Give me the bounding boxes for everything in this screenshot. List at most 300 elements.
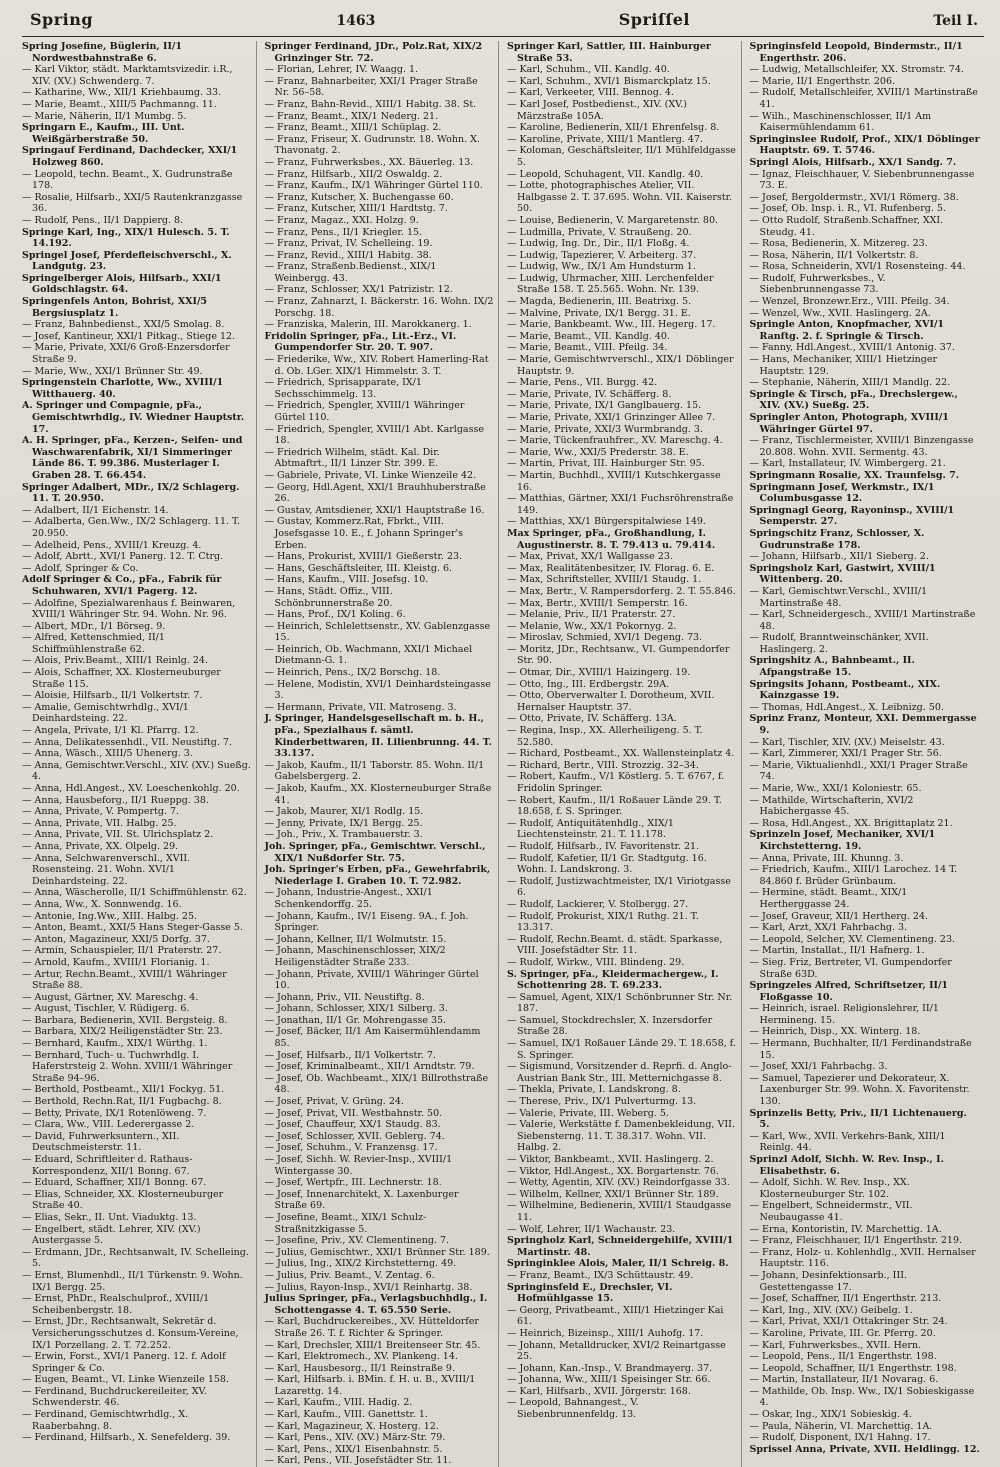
directory-entry: — Heinrich, Pens., IX/2 Borschg. 18. [264, 667, 441, 679]
directory-entry: — Elias, Sekr., II. Unt. Viaduktg. 13. [22, 1211, 197, 1223]
directory-entry: — Max, Bertr., V. Rampersdorferg. 2. T. 55.846. [507, 585, 736, 597]
directory-entry: Springinsfeld Leopold, Bindermstr., II/1 Engerthstr. 206. [749, 41, 963, 64]
directory-entry: — Bernhard, Tuch- u. Tuchwrhdlg. I. Haferstrsteig 2. Wohn. XVIII/1 Währinger Straße 94–96. [22, 1049, 233, 1084]
directory-entry: S. Springer, pFa., Kleidermachergew., I. Schottenring 28. T. 69.233. [507, 968, 719, 992]
directory-entry: Springl Alois, Hilfsarb., XX/1 Sandg. 7. [749, 156, 957, 168]
directory-entry: — Leopold, Schuhagent, VII. Kandlg. 40. [507, 168, 704, 180]
directory-entry: — Johann, Hilfsarb., XII/1 Sieberg. 2. [749, 551, 929, 563]
directory-entry: — Johann, Schlosser, XIX/1 Silberg. 3. [264, 1003, 448, 1015]
directory-entry: — Elias, Schneider, XX. Klosterneuburger Straße 40. [22, 1188, 224, 1212]
directory-entry: Springle & Tirsch, pFa., Drechslergew., XIV. (XV.) Sueßg. 25. [749, 388, 958, 412]
directory-entry: Springer Adalbert, MDr., IX/2 Schlagerg. 11. T. 20.950. [22, 481, 240, 505]
directory-entry: Springmann Josef, Werkmstr., IX/1 Columbusgasse 12. [749, 481, 935, 505]
directory-entry: — Anton, Beamt., XXI/5 Hans Steger-Gasse 5. [22, 922, 243, 934]
directory-entry: — Otto, Ing., III. Erdbergstr. 29A. [507, 678, 670, 690]
directory-entry: — Marie, Private, XXI/3 Wurmbrandg. 3. [507, 423, 703, 435]
directory-entry: Springenfels Anton, Bohrist, XXI/5 Bergsiusplatz 1. [22, 296, 208, 319]
directory-entry: — Johann, Maschinenschlosser, XIX/2 Heiligenstädter Straße 233. [264, 945, 446, 968]
directory-entry: — Oskar, Ing., XIX/1 Sobieskig. 4. [749, 1409, 913, 1421]
directory-entry: — Josef, Wertpfr., III. Lechnerstr. 18. [264, 1177, 442, 1189]
directory-entry: — Marie, Private, IX/1 Ganglbauerg. 15. [507, 400, 702, 412]
directory-entry: — Joh., Priv., X. Trambauerstr. 3. [264, 829, 423, 841]
directory-entry: Adolf Springer & Co., pFa., Fabrik für Schuhwaren, XVI/1 Pagerg. 12. [22, 574, 222, 597]
directory-entry: — Franz, Beamt., IX/3 Schüttaustr. 49. [507, 1269, 694, 1281]
directory-entry: — Friederike, Ww., XIV. Robert Hamerling-Rat d. Ob. LGer. XIX/1 Himmelstr. 3. T. [264, 354, 489, 377]
directory-entry: — Lotte, photographisches Atelier, VII. Halbgasse 2. T. 37.695. Wohn. VII. Kaiserstr. 50. [507, 180, 733, 215]
directory-entry: Springler Anton, Photograph, XVIII/1 Währinger Gürtel 97. [749, 412, 949, 435]
directory-entry: Springzeles Alfred, Schriftsetzer, II/1 Floßgasse 10. [749, 980, 949, 1003]
directory-entry: — Karl, Buchdruckereibes., XV. Hütteldorfer Straße 26. T. f. Richter & Springer. [264, 1316, 479, 1339]
directory-entry: — Karl, Privat, XXI/1 Ottakringer Str. 24. [749, 1316, 948, 1328]
directory-entry: Springel Josef, Pferdefleischverschl., X. Landgutg. 23. [22, 249, 232, 273]
directory-entry: — Paula, Näherin, VI. Marchettig. 1A. [749, 1420, 933, 1432]
directory-entry: — Rosa, Schneiderin, XVI/1 Rosensteing. 44. [749, 261, 966, 273]
directory-entry: — Franz, Kaufm., IX/1 Währinger Gürtel 110. [264, 180, 483, 192]
directory-entry: — Rudolf, Rechn.Beamt. d. städt. Sparkasse, VIII. Josefstädter Str. 11. [507, 933, 723, 957]
directory-entry: — Heinrich, israel. Religionslehrer, II/1 Hermineng. 15. [749, 1003, 939, 1026]
directory-entry: — Ferdinand, Gemischtwrhdlg., X. Raaberbahng. 8. [22, 1409, 189, 1432]
directory-entry: Fridolin Springer, pFa., Lit.-Erz., VI. Gumpendorfer Str. 20. T. 907. [264, 330, 457, 354]
directory-entry: — Valerie, Werkstätte f. Damenbekleidung, VII. Siebensterng. 11. T. 38.317. Wohn. VII. Halbg. 2. [507, 1119, 735, 1154]
column-3 [507, 41, 742, 1467]
directory-entry: — Franz, Magaz., XXI. Holzg. 9. [264, 214, 419, 226]
directory-entry: — Rosa, Näherin, II/1 Volkertstr. 8. [749, 249, 919, 261]
directory-entry: — Eduard, Schriftleiter d. Rathaus-Korrespondenz, XII/1 Bonng. 67. [22, 1154, 193, 1177]
directory-entry: Springinklee Alois, Maler, II/1 Schreig. 8. [507, 1258, 729, 1270]
directory-entry: — Josef, Privat, V. Grüng. 24. [264, 1096, 404, 1108]
directory-entry: — Otmar, Dir., XVIII/1 Haizingerg. 19. [507, 667, 691, 679]
directory-entry: Spring Josefine, Büglerin, II/1 Nordwestbahnstraße 6. [22, 41, 183, 64]
directory-entry: — Karl, Fuhrwerksbes., XVII. Hern. [749, 1339, 922, 1351]
directory-entry: — Karl, Pens., XIV. (XV.) März-Str. 79. [264, 1432, 446, 1444]
directory-entry: — Ferdinand, Hilfsarb., X. Senefelderg. 39. [22, 1432, 231, 1444]
directory-entry: Springauf Ferdinand, Dachdecker, XXI/1 Holzweg 860. [22, 145, 238, 168]
directory-columns [22, 41, 984, 1467]
directory-entry: Springnagl Georg, Rayoninsp., XVIII/1 Semperstr. 27. [749, 504, 955, 528]
directory-entry: — Anna, Private, V. Pompertg. 7. [22, 806, 180, 818]
directory-entry: — Johann, Desinfektionsarb., III. Gestettengasse 17. [749, 1269, 907, 1293]
directory-entry: — Franz, Kutscher, X. Buchengasse 60. [264, 191, 454, 203]
directory-entry: Springsholz Karl, Gastwirt, XVIII/1 Wittenberg. 20. [749, 562, 936, 586]
directory-entry: — Julius, Priv. Beamt., V. Zentag. 6. [264, 1269, 435, 1281]
directory-entry: — Betty, Private, IX/1 Rotenlöweng. 7. [22, 1107, 207, 1119]
directory-entry: — Armin, Schauspieler, II/1 Praterstr. 27. [22, 945, 222, 957]
directory-entry: — August, Gärtner, XV. Mareschg. 4. [22, 991, 199, 1003]
directory-entry: — Ludwig, Ing. Dr., Dir., II/1 Floßg. 4. [507, 238, 690, 250]
directory-entry: — Alfred, Kettenschmied, II/1 Schiffmühlenstraße 62. [22, 632, 165, 655]
directory-entry: — Karl, Magazineur, X. Hosterg. 12. [264, 1420, 439, 1432]
directory-entry: — Josefine, Priv., XV. Clementineng. 7. [264, 1235, 450, 1247]
directory-entry: — Wilhelmine, Bedienerin, XVIII/1 Staudgasse 11. [507, 1200, 732, 1223]
directory-entry: — Rudolf, Wirkw., VIII. Blindeng. 29. [507, 956, 685, 968]
directory-entry: — Marie, Gemischtwrverschl., XIX/1 Döblinger Hauptstr. 9. [507, 354, 734, 377]
directory-entry: — Ludwig, Ww., IX/1 Am Hundsturm 1. [507, 261, 696, 273]
directory-entry: Springelberger Alois, Hilfsarb., XXI/1 Goldschlagstr. 64. [22, 272, 222, 296]
directory-entry: — Artur, Rechn.Beamt., XVIII/1 Währinger Straße 88. [22, 968, 227, 992]
directory-entry: — Ludwig, Uhrmacher, XIII. Lerchenfelder Straße 158. T. 25.565. Wohn. Nr. 139. [507, 272, 714, 296]
directory-entry: — Albert, MDr., I/1 Börseg. 9. [22, 620, 166, 632]
directory-entry: — Franz, Friseur, X. Gudrunstr. 18. Wohn. X. Thavonatg. 2. [264, 133, 480, 157]
directory-entry: — Anna, Selchwarenverschl., XVII. Rosensteing. 21. Wohn. XVI/1 Deinhardsteing. 22. [22, 852, 191, 887]
directory-entry: — Hans, Prokurist, XVIII/1 Gießerstr. 23. [264, 551, 463, 563]
directory-entry: — David, Fuhrwerksuntern., XII. Deutschmeisterstr. 11. [22, 1130, 180, 1154]
directory-entry: — Ignaz, Fleischhauer, V. Siebenbrunnengasse 73. E. [749, 168, 975, 192]
directory-entry: — Friedrich Wilhelm, städt. Kal. Dir. Abtmaftrt., II/1 Linzer Str. 399. E. [264, 446, 440, 470]
directory-entry: Sprinzelis Betty, Priv., II/1 Lichtenauerg. 5. [749, 1107, 967, 1131]
directory-entry: — Franz, Hilfsarb., XII/2 Oswaldg. 2. [264, 168, 443, 180]
directory-entry: — Ludmilla, Private, V. Straußeng. 20. [507, 226, 692, 238]
directory-entry: — Fanny, Hdl.Angest., XVIII/1 Antonig. 37. [749, 342, 955, 354]
directory-entry: Sprinzeln Josef, Mechaniker, XVI/1 Kirchstetterng. 19. [749, 829, 936, 852]
directory-entry: — Josef, Chauffeur, XX/1 Staudg. 83. [264, 1119, 441, 1131]
column-1 [22, 41, 257, 1467]
directory-entry: — Erna, Kontoristin, IV. Marchettig. 1A. [749, 1223, 942, 1235]
directory-entry: — Leopold, techn. Beamt., X. Gudrunstraße 178. [22, 168, 233, 192]
directory-entry: Sprinzl Adolf, Sichh. W. Rev. Insp., I. Elisabethstr. 6. [749, 1154, 944, 1177]
directory-entry: — Karl, Pens., XIX/1 Eisenbahnstr. 5. [264, 1443, 443, 1455]
directory-entry: — Heinrich, Disp., XX. Winterg. 18. [749, 1026, 921, 1038]
directory-entry: — Jenny, Private, IX/1 Bergg. 25. [264, 817, 423, 829]
directory-entry: — Franz, Bahnarbeiter, XXI/1 Prager Straße Nr. 56–58. [264, 75, 478, 99]
directory-entry: Springinsfeld E., Drechsler, VI. Hofmühlgasse 15. [507, 1281, 673, 1305]
directory-entry: — Robert, Kaufm., II/1 Roßauer Lände 29. T. 18.658, f. S. Springer. [507, 794, 722, 818]
directory-entry: — Max, Bertr., XVIII/1 Semperstr. 16. [507, 597, 688, 609]
directory-entry: Springholz Karl, Schneidergehilfe, XVIII/1 Martinstr. 48. [507, 1235, 734, 1258]
directory-entry: — Karl, Ing., XIV. (XV.) Geibelg. 1. [749, 1304, 913, 1316]
directory-entry: — Martin, Installat., II/1 Hafnerg. 1. [749, 945, 925, 957]
directory-entry: — Anna, Gemischtwr.Verschl., XIV. (XV.) Sueßg. 4. [22, 759, 251, 783]
directory-entry: — Barbara, XIX/2 Heiligenstädter Str. 23. [22, 1026, 223, 1038]
directory-entry: — Friedrich, Sprisapparate, IX/1 Sechsschimmelg. 13. [264, 377, 422, 400]
directory-entry: — Wenzel, Bronzewr.Erz., VIII. Pfeilg. 34. [749, 296, 950, 308]
directory-entry: — Adolf, Abrtt., XVI/1 Panerg. 12. T. Ctrg. [22, 551, 224, 563]
directory-entry: — Josef, Schaffner, II/1 Engerthstr. 213. [749, 1293, 942, 1305]
directory-entry: — Adalbert, II/1 Eichenstr. 14. [22, 504, 169, 516]
directory-entry: — Wilh., Maschinenschlosser, II/1 Am Kaisermühlendamm 61. [749, 110, 932, 134]
directory-entry: — Rudolf, Justizwachtmeister, IX/1 Viriotgasse 6. [507, 875, 731, 899]
directory-entry: — Ernst, Blumenhdl., II/1 Türkenstr. 9. Wohn. IX/1 Bergg. 25. [22, 1269, 243, 1293]
directory-entry: Springshitz A., Bahnbeamt., II. Afpangstraße 15. [749, 655, 915, 679]
directory-entry: — Marie, II/1 Engerthstr. 206. [749, 75, 896, 87]
directory-entry: — Georg, Hdl.Agent, XXI/1 Brauhhuberstraße 26. [264, 481, 486, 505]
directory-entry: — Josef, Bergoldermstr., XVI/1 Römerg. 38. [749, 191, 959, 203]
directory-entry: — Leopold, Schaffner, II/1 Engerthstr. 198. [749, 1362, 957, 1374]
directory-entry: — Max, Privat, XX/1 Wallgasse 23. [507, 551, 673, 563]
directory-entry: — Karl, Installateur, IV. Wimbergerg. 21. [749, 458, 946, 470]
directory-entry: Springle Anton, Knopfmacher, XVI/1 Ranftg. 2. f. Springle & Tirsch. [749, 319, 945, 342]
directory-entry: — Max, Schriftsteller, XVIII/1 Staudg. 1. [507, 574, 702, 586]
directory-entry: — Karl, Hausbesorg., II/1 Reinstraße 9. [264, 1362, 455, 1374]
directory-entry: — Heinrich, Bizeinsp., XIII/1 Auhofg. 17. [507, 1327, 704, 1339]
directory-entry: — Anna, Wäscherolle, II/1 Schiffmühlenstr. 62. [22, 887, 247, 899]
directory-entry: — Rudolf, Kafetier, II/1 Gr. Stadtgutg. 16. Wohn. I. Landskrong. 3. [507, 852, 707, 876]
directory-entry: — Otto, Private, IV. Schäfferg. 13A. [507, 713, 677, 725]
directory-entry: — Johann, Industrie-Angest., XXI/1 Schenkendorffg. 25. [264, 887, 433, 910]
directory-entry: Springenstein Charlotte, Ww., XVIII/1 Witthauerg. 40. [22, 377, 224, 400]
directory-entry: — Anton, Magazineur, XXI/5 Dorfg. 37. [22, 933, 210, 945]
directory-entry: — Mathilde, Ob. Insp. Ww., IX/1 Sobieskigasse 4. [749, 1385, 975, 1409]
column-2 [265, 41, 500, 1467]
directory-entry: — Karl, Tischler, XIV. (XV.) Meiselstr. 43. [749, 736, 945, 748]
directory-entry: — Josefine, Beamt., XIX/1 Schulz-Straßnitzkigasse 5. [264, 1211, 427, 1235]
directory-entry: — Therese, Priv., IX/1 Pulverturmg. 13. [507, 1096, 697, 1108]
directory-entry: — Johann, Priv., VII. Neustiftg. 8. [264, 991, 425, 1003]
directory-entry: — Hermine, städt. Beamt., XIX/1 Hertherggasse 24. [749, 887, 908, 910]
directory-entry: — Friedrich, Spengler, XVIII/1 Währinger Gürtel 110. [264, 400, 465, 423]
directory-entry: — Josef, Graveur, XII/1 Hertherg. 24. [749, 910, 929, 922]
directory-entry: — Arnold, Kaufm., XVIII/1 Florianig. 1. [22, 956, 210, 968]
directory-entry: — Rudolf, Prokurist, XIX/1 Ruthg. 21. T. 13.317. [507, 910, 699, 934]
directory-entry: — Adelheid, Pens., XVIII/1 Kreuzg. 4. [22, 539, 202, 551]
directory-entry: — Friedrich, Spengler, XVIII/1 Abt. Karlgasse 18. [264, 423, 484, 447]
directory-entry: — Moritz, JDr., Rechtsanw., VI. Gumpendorfer Str. 90. [507, 643, 730, 667]
directory-entry: — Richard, Bertr., VIII. Strozzig. 32–34. [507, 759, 699, 771]
directory-entry: — Karoline, Bedienerin, XII/1 Ehrenfelsg. 8. [507, 122, 720, 134]
directory-entry: — Julius, Gemischtwr., XXI/1 Brünner Str. 189. [264, 1246, 490, 1258]
directory-entry: — Franz, Beamt., XIX/1 Nederg. 21. [264, 110, 439, 122]
directory-entry: — Karl, Hilfsarb. i. BMin. f. H. u. B., XVIII/1 Lazarettg. 14. [264, 1374, 476, 1397]
directory-entry: — Marie, Viktualienhdl., XXI/1 Prager Straße 74. [749, 759, 968, 783]
directory-entry: — Eugen, Beamt., VI. Linke Wienzeile 158. [22, 1374, 229, 1386]
directory-entry: — Melanie, Priv., II/1 Praterstr. 27. [507, 609, 676, 621]
directory-entry: — Adolf, Sichh. W. Rev. Insp., XX. Klosterneuburger Str. 102. [749, 1177, 910, 1200]
directory-entry: — Franz, Pens., II/1 Kriegler. 15. [264, 226, 423, 238]
directory-entry: — Anna, Ww., X. Sonnwendg. 16. [22, 898, 182, 910]
directory-entry: — Karl, Verkeeter, VIII. Bennog. 4. [507, 87, 674, 99]
directory-entry: Max Springer, pFa., Großhandlung, I. Augustinerstr. 8. T. 79.413 u. 79.414. [507, 527, 716, 551]
directory-entry: — Valerie, Private, III. Weberg. 5. [507, 1107, 669, 1119]
directory-entry: — Adolfine, Spezialwarenhaus f. Beinwaren, XVIII/1 Währinger Str. 94. Wohn. Nr. 96. [22, 597, 236, 621]
directory-entry: — Katharine, Ww., XII/1 Kriehbaumg. 33. [22, 87, 222, 99]
directory-entry: — Karl, Arzt, XX/1 Fahrbachg. 3. [749, 922, 908, 934]
directory-entry: Springe Karl, Ing., XIX/1 Hulesch. 5. T. 14.192. [22, 226, 230, 250]
directory-entry: — Ferdinand, Buchdruckereileiter, XV. Schwenderstr. 46. [22, 1385, 207, 1409]
directory-entry: — Karl, Kaufm., VIII. Hadig. 2. [264, 1397, 413, 1409]
directory-entry: — Berthold, Rechn.Rat, II/1 Fugbachg. 8. [22, 1096, 222, 1108]
directory-entry: — Anna, Hausbeforg., II/1 Rueppg. 38. [22, 794, 209, 806]
directory-entry: — Josef, Privat, VII. Westbahnstr. 50. [264, 1107, 443, 1119]
directory-entry: — Ernst, PhDr., Realschulprof., XVIII/1 Scheibenbergstr. 18. [22, 1293, 210, 1316]
directory-entry: — Marie, Private, XXI/1 Grinzinger Allee 7. [507, 412, 716, 423]
directory-entry: — Samuel, Agent, XIX/1 Schönbrunner Str. Nr. 187. [507, 991, 733, 1015]
directory-entry: — Karl, Schuhm., XVI/1 Bismarckplatz 15. [507, 75, 711, 87]
directory-entry: — Aloisie, Hilfsarb., II/1 Volkertstr. 7. [22, 690, 203, 702]
directory-entry: — Marie, Ww., XXI/1 Brünner Str. 49. [22, 365, 203, 377]
directory-entry: — Franz, Schlosser, XX/1 Patrizistr. 12. [264, 284, 453, 296]
directory-entry: — Rudolf, Antiquitätenhdlg., XIX/1 Liechtensteinstr. 21. T. 11.178. [507, 817, 674, 841]
directory-entry: — Marie, Ww., XXI/5 Prederstr. 38. E. [507, 446, 689, 458]
directory-entry: — Engelbert, städt. Lehrer, XIV. (XV.) Austergasse 5. [22, 1223, 201, 1247]
directory-entry: — Eduard, Schaffner, XII/1 Bonng. 67. [22, 1177, 207, 1189]
directory-entry: — Anna, Private, XX. Olpelg. 29. [22, 840, 179, 852]
directory-entry: — Ludwig, Metallschleifer, XX. Stromstr. 74. [749, 64, 964, 76]
directory-entry: — Amalie, Gemischtwrhdlg., XVI/1 Deinhardsteing. 22. [22, 701, 189, 725]
directory-entry: — Marie, Bankbeamt. Ww., III. Hegerg. 17. [507, 319, 716, 331]
directory-entry: — Jakob, Kaufm., XX. Klosterneuburger Straße 41. [264, 783, 492, 806]
directory-entry: — Franz, Bahn-Revid., XIII/1 Habitg. 38. St. [264, 98, 477, 110]
directory-entry: — Anna, Private, III. Khunng. 3. [749, 852, 904, 864]
page-header [22, 10, 984, 37]
directory-entry: — Karl Josef, Postbedienst., XIV. (XV.) Märzstraße 105A. [507, 98, 688, 122]
directory-entry: — Helene, Modistin, XVI/1 Deinhardsteingasse 3. [264, 678, 491, 702]
directory-entry: — Karoline, Private, III. Gr. Pferrg. 20. [749, 1327, 936, 1339]
directory-entry: — Marie, Ww., XXI/1 Koloniestr. 65. [749, 783, 922, 794]
directory-entry: — Thomas, Hdl.Angest., X. Leibnizg. 50. [749, 701, 944, 713]
directory-entry: — Karl, Schuhm., VII. Kandlg. 40. [507, 64, 670, 76]
directory-entry: — Johann, Kan.-Insp., V. Brandmayerg. 37. [507, 1362, 713, 1374]
directory-entry: — Friedrich, Kaufm., XIII/1 Larochez. 14 T. 84.860 f. Brüder Grünbaum. [749, 864, 958, 887]
directory-entry: — Franz, Bahnbedienst., XXI/5 Smolag. 8. [22, 319, 225, 331]
directory-entry: — Wetty, Agentin, XIV. (XV.) Reindorfgasse 33. [507, 1177, 730, 1189]
directory-entry: — Martin, Buchhdl., XVIII/1 Kutschkergasse 16. [507, 469, 721, 493]
directory-entry: — Rosalie, Hilfsarb., XXI/5 Rautenkranzgasse 36. [22, 191, 243, 215]
directory-entry: Springsits Johann, Postbeamt., XIX. Kainzgasse 19. [749, 678, 941, 702]
directory-entry: Springmann Rosalie, XX. Traunfelsg. 7. [749, 469, 960, 481]
directory-entry: — Anna, Private, VII. Halbg. 25. [22, 817, 177, 829]
directory-entry: — Alois, Schaffner, XX. Klosterneuburger Straße 115. [22, 667, 221, 690]
directory-entry: — Johanna, Ww., XIII/1 Speisinger Str. 66. [507, 1374, 711, 1386]
directory-entry: — Karl, Gemischtwr.Verschl., XVIII/1 Martinstraße 48. [749, 585, 928, 609]
directory-entry: — Leopold, Bahnangest., V. Siebenbrunnenfeldg. 13. [507, 1397, 639, 1421]
directory-entry: — Sieg. Friz, Bertreter, VI. Gumpendorfer Straße 63D. [749, 956, 952, 980]
directory-entry: — Anna, Wäsch., XIII/5 Uhenerg. 3. [22, 748, 193, 760]
directory-entry: — Hermann, Private, VII. Matroseng. 3. [264, 701, 457, 713]
directory-entry: — Franz, Beamt., XIII/1 Schüplag. 2. [264, 122, 442, 134]
directory-entry: — Leopold, Selcher, XV. Clementineng. 23. [749, 933, 956, 945]
directory-entry: — Martin, Installateur, II/1 Novarag. 6. [749, 1374, 939, 1386]
directory-entry: — Bernhard, Kaufm., XIX/1 Würthg. 1. [22, 1038, 208, 1050]
directory-entry: — Hans, Städt. Offiz., VIII. Schönbrunnerstraße 20. [264, 585, 393, 609]
directory-entry: — Wilhelm, Kellner, XXI/1 Brünner Str. 189. [507, 1188, 719, 1200]
directory-entry: — Josef, Sichh. W. Revier-Insp., XVIII/1 Wintergasse 30. [264, 1154, 453, 1177]
directory-entry: — Adalberta, Gen.Ww., IX/2 Schlagerg. 11. T. 20.950. [22, 516, 240, 539]
directory-entry: — Adolf, Springer & Co. [22, 562, 139, 574]
directory-entry: — Marie, Tückenfrauhfrer., XV. Mareschg. 4. [507, 435, 723, 447]
directory-entry: — Marie, Pens., VII. Burgg. 42. [507, 377, 658, 389]
directory-entry: — Rudolf, Lackierer, V. Stolbergg. 27. [507, 898, 689, 910]
directory-entry: — Rudolf, Disponent, IX/1 Hahng. 17. [749, 1432, 931, 1444]
directory-entry: — Franz, Fleischhauer, II/1 Engerthstr. 219. [749, 1235, 963, 1247]
directory-entry: A. H. Springer, pFa., Kerzen-, Seifen- und Waschwarenfabrik, XI/1 Simmeringer Lände 86. T. 99.386. Musterlager I. Graben 28. T. 66.454. [22, 435, 243, 481]
directory-entry: — Marie, Beamt., VIII. Pfeilg. 34. [507, 342, 668, 354]
directory-entry: — Marie, Private, IV. Schäfferg. 8. [507, 388, 672, 400]
directory-entry: — Franz, Zahnarzt, I. Bäckerstr. 16. Wohn. IX/2 Porschg. 18. [264, 296, 494, 319]
directory-entry: — Rudolf, Fuhrwerksbes., V. Siebenbrunnengasse 73. [749, 272, 886, 296]
directory-entry: — Karl, Pens., VII. Josefstädter Str. 11. [264, 1455, 452, 1467]
directory-entry: — Regina, Insp., XX. Allerheiligeng. 5. T. 52.580. [507, 725, 703, 748]
directory-entry: — Johann, Kellner, II/1 Wolmutstr. 15. [264, 933, 447, 945]
directory-entry: — Engelbert, Schneidermstr., VII. Neubaugasse 41. [749, 1200, 913, 1223]
header-right-word: Spriſſel [618, 10, 690, 29]
directory-entry: — Marie, Beamt., XIII/5 Pachmanng. 11. [22, 98, 217, 110]
directory-entry: — Heinrich, Ob. Wachmann, XXI/1 Michael Dietmann-G. 1. [264, 643, 473, 667]
directory-entry: Springer Karl, Sattler, III. Hainburger Straße 53. [507, 41, 711, 64]
directory-entry: — Rudolf, Branntweinschänker, XVII. Haslingerg. 2. [749, 632, 929, 655]
page-number: 1463 [336, 13, 376, 29]
directory-entry: — Karl, Elektromech., XV. Plankeng. 14. [264, 1351, 458, 1363]
directory-entry: — Richard, Postbeamt., XX. Wallensteinplatz 4. [507, 748, 735, 760]
directory-entry: — Rudolf, Hilfsarb., IV. Favoritenstr. 21. [507, 840, 700, 852]
directory-entry: — Josef, Innenarchitekt, X. Laxenburger Straße 69. [264, 1188, 459, 1212]
directory-entry: Springarn E., Kaufm., III. Unt. Weißgärberstraße 50. [22, 122, 185, 145]
directory-entry: Springschitz Franz, Schlosser, X. Gudrunstraße 178. [749, 527, 925, 551]
directory-entry: — Franz, Straßenb.Bedienst., XIX/1 Weinbergg. 43. [264, 261, 437, 284]
directory-entry: — Franz, Tischlermeister, XVIII/1 Binzengasse 20.808. Wohn. XVII. Sermentg. 43. [749, 435, 974, 458]
directory-entry: — Franziska, Malerin, III. Marokkanerg. 1. [264, 319, 472, 331]
directory-entry: J. Springer, Handelsgesellschaft m. b. H., pFa., Spezialhaus f. sämtl. Kinderbettwaren, II. Lilienbrunng. 44. T. 33.137. [264, 713, 492, 760]
directory-entry: — Josef, Kantineur, XXI/1 Pitkag., Stiege 12. [22, 330, 236, 342]
directory-entry: — Rudolf, Metallschleifer, XVIII/1 Martinstraße 41. [749, 87, 978, 110]
directory-entry: — Karoline, Private, XIII/1 Mantlerg. 47. [507, 133, 703, 145]
directory-entry: Joh. Springer, pFa., Gemischtwr. Verschl., XIX/1 Nußdorfer Str. 75. [264, 840, 486, 864]
part-label: Teil I. [933, 13, 978, 29]
directory-entry: — Leopold, Pens., II/1 Engerthstr. 198. [749, 1351, 937, 1363]
directory-entry: — Viktor, Hdl.Angest., XX. Borgartenstr. 76. [507, 1165, 719, 1177]
directory-entry: — Samuel, Stockdrechsler, X. Inzersdorfer Straße 28. [507, 1014, 713, 1038]
directory-entry: — Jonathan, II/1 Gr. Mohrengasse 35. [264, 1014, 447, 1026]
directory-entry: — Samuel, IX/1 Roßauer Lände 29. T. 18.658, f. S. Springer. [507, 1038, 736, 1061]
directory-entry: Julius Springer, pFa., Verlagsbuchhdlg., I. Schottengasse 4. T. 65.550 Serie. [264, 1293, 488, 1316]
directory-entry: — Max, Realitätenbesitzer, IV. Florag. 6. E. [507, 562, 715, 574]
directory-entry: — Marie, Näherin, II/1 Mumbg. 5. [22, 110, 187, 122]
directory-entry: Joh. Springer's Erben, pFa., Gewehrfabrik, Niederlage I. Graben 10. T. 72.982. [264, 864, 491, 887]
directory-entry: — Matthias, Gärtner, XXI/1 Fuchsröhrenstraße 149. [507, 493, 734, 516]
directory-entry: — Hermann, Buchhalter, II/1 Ferdinandstraße 15. [749, 1038, 972, 1061]
directory-entry: — Julius, Ing., XIX/2 Kirchstetterng. 49. [264, 1258, 457, 1270]
directory-entry: — Melanie, Ww., XX/1 Pokornyg. 2. [507, 620, 677, 632]
directory-entry: Sprissel Anna, Private, XVII. Heldlingg. 12. [749, 1443, 980, 1455]
directory-entry: — Matthias, XX/1 Bürgerspitalwiese 149. [507, 516, 706, 528]
directory-entry: — Otto Rudolf, Straßenb.Schaffner, XXI. Steudg. 41. [749, 214, 944, 238]
directory-entry: — Josef, Ob. Wachbeamt., XIX/1 Billrothstraße 48. [264, 1072, 489, 1096]
directory-entry: — Magda, Bedienerin, III. Beatrixg. 5. [507, 296, 692, 308]
directory-entry: — Franz, Revid., XIII/1 Habitg. 38. [264, 249, 432, 261]
directory-entry: — Gustav, Kommerz.Rat, Fbrkt., VIII. Josefsgasse 10. E., f. Johann Springer's Erben. [264, 516, 463, 551]
directory-entry: — Marie, Beamt., VII. Kandlg. 40. [507, 330, 670, 342]
directory-entry: — Stephanie, Näherin, XIII/1 Mandlg. 22. [749, 377, 951, 389]
directory-entry: — Erwin, Forst., XVI/1 Panerg. 12. f. Adolf Springer & Co. [22, 1351, 226, 1374]
directory-entry: — Clara, Ww., VIII. Lederergasse 2. [22, 1119, 195, 1131]
directory-entry: — Ernst, JDr., Rechtsanwalt, Sekretär d. Versicherungsschutzes d. Konsum-Vereine, IX/1 Porzellang. 2. T. 72.252. [22, 1316, 239, 1351]
directory-entry: — Josef, Ob. Insp. i. R., VI. Rufenberg. 5. [749, 203, 946, 215]
directory-entry: — Hans, Geschäftsleiter, III. Kleistg. 6. [264, 562, 453, 574]
directory-entry: — Mathilde, Wirtschafterin, XVI/2 Habichergasse 45. [749, 794, 914, 818]
directory-entry: — Karl, Schneidergesch., XVIII/1 Martinstraße 48. [749, 609, 976, 632]
directory-entry: — Karl, Zimmerer, XXI/1 Prager Str. 56. [749, 748, 942, 760]
directory-entry: — Louise, Bedienerin, V. Margaretenstr. 80. [507, 214, 719, 226]
directory-entry: — Hans, Prof., IX/1 Koling. 6. [264, 609, 406, 621]
directory-entry: — Gustav, Amtsdiener, XXI/1 Hauptstraße 16. [264, 504, 485, 516]
header-left-word: Spring [30, 10, 94, 29]
directory-entry: — Malvine, Private, IX/1 Bergg. 31. E. [507, 307, 691, 319]
directory-entry: — Berthold, Postbeamt., XII/1 Fockyg. 51. [22, 1084, 225, 1096]
directory-entry: — Rudolf, Pens., II/1 Dappierg. 8. [22, 214, 184, 226]
directory-entry: — Miroslav, Schmied, XVI/1 Degeng. 73. [507, 632, 703, 644]
directory-entry: — Barbara, Bedienerin, XVII. Bergsteig. 8. [22, 1014, 228, 1026]
directory-entry: — Ludwig, Tapezierer, V. Arbeiterg. 37. [507, 249, 697, 261]
directory-entry: — Jakob, Kaufm., II/1 Taborstr. 85. Wohn. II/1 Gabelsbergerg. 2. [264, 759, 485, 783]
directory-entry: A. Springer und Compagnie, pFa., Gemischtwrhdlg., IV. Wiedner Hauptstr. 17. [22, 400, 245, 435]
directory-entry: — Georg, Privatbeamt., XIII/1 Hietzinger Kai 61. [507, 1304, 724, 1328]
directory-entry: — Karl, Kaufm., VIII. Ganettstr. 1. [264, 1409, 428, 1421]
directory-entry: — Viktor, Bankbeamt., XVII. Haslingerg. 2. [507, 1154, 714, 1165]
directory-entry: — Josef, XXI/1 Fahrbachg. 3. [749, 1061, 888, 1073]
directory-entry: — Johann, Metalldrucker, XVI/2 Reinartgasse 25. [507, 1339, 726, 1363]
directory-entry: — Hans, Mechaniker, XIII/1 Hietzinger Hauptstr. 129. [749, 354, 937, 377]
directory-entry: — Josef, Schlosser, XVII. Geblerg. 74. [264, 1130, 445, 1142]
directory-entry: — Johann, Kaufm., IV/1 Eiseng. 9A., f. Joh. Springer. [264, 910, 469, 934]
directory-entry: — Samuel, Tapezierer und Dekorateur, X. Laxenburger Str. 99. Wohn. X. Favoritenstr. 130. [749, 1072, 970, 1108]
